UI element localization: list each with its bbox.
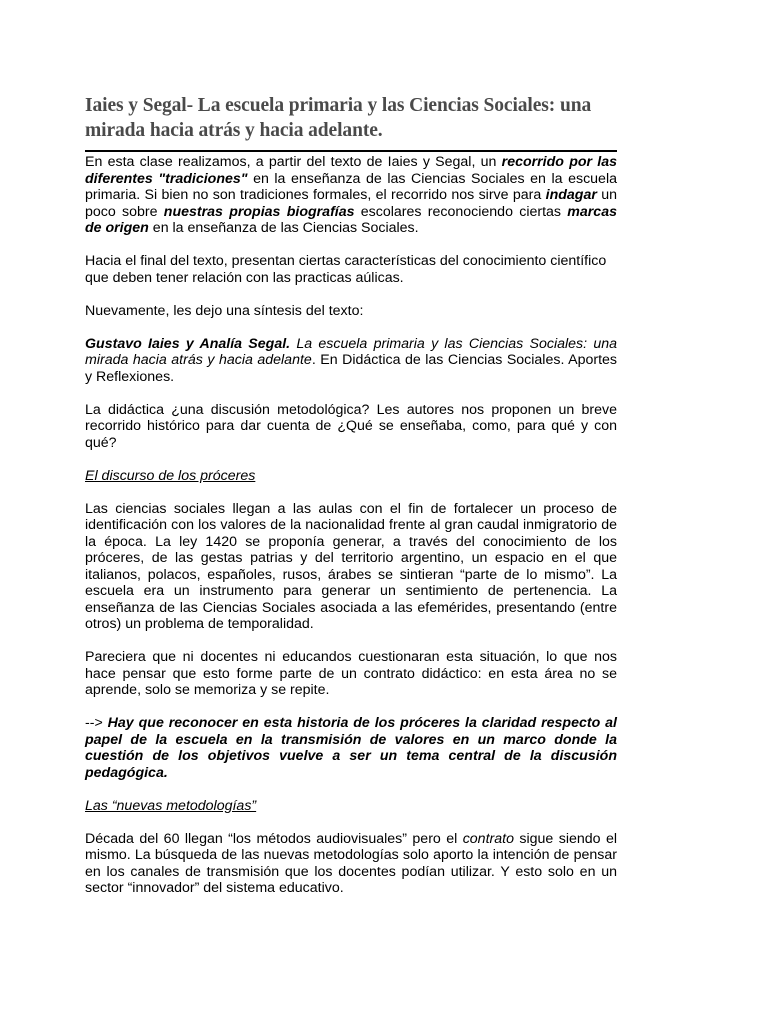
paragraph-ciencias-sociales: Las ciencias sociales llegan a las aulas con el fin de fortalecer un proceso de identificación con los valores de la nacionalidad frente al gran caudal inmigratorio de la época. La ley 1420 se proponía generar, a través del conocimiento de los próceres, de las gestas patrias y del territorio argentino, un espacio en el que italianos, polacos, españoles, rusos, árabes se sintieran “parte de lo mismo”. La escuela era un instrumento para generar un sentimiento de pertenencia. La enseñanza de las Ciencias Sociales asociada a las efemérides, presentando (entre otros) un problema de temporalidad. [85, 500, 617, 632]
intro-text-2: en la enseñanza de las Ciencias Sociales en la escuela primaria. Si bien no son tradiciones formales, el recorrido nos sirve para [85, 170, 617, 203]
intro-emphasis-3: nuestras propias biografías [163, 203, 355, 220]
decada-text-1: Década del 60 llegan “los métodos audiovisuales” pero el [85, 830, 463, 847]
section-heading-metodologias [85, 798, 617, 815]
intro-text-3: un poco sobre [85, 187, 618, 220]
intro-emphasis-2: indagar [545, 187, 597, 203]
paragraph-contrato-didactico: Pareciera que ni docentes ni educandos cuestionaran esta situación, lo que nos hace pensar que esto forme parte de un contrato didáctico: en esta área no se aprende, solo se memoriza y se repite. [85, 649, 617, 698]
arrow-marker: --> [85, 715, 108, 731]
intro-text-5: en la enseñanza de las Ciencias Sociales. [148, 220, 419, 236]
paragraph-synthesis-intro: Nuevamente, les dejo una síntesis del texto: [85, 302, 364, 319]
intro-emphasis-4: marcas de origen [85, 203, 617, 236]
document-title: Iaies y Segal- La escuela primaria y las Ciencias Sociales: una mirada hacia atrás y hacia adelante. [85, 93, 617, 152]
decada-text-2: sigue siendo el mismo. La búsqueda de las nuevas metodologías solo aporto la intención de pensar en los canales de transmisión que los docentes podían utilizar. Y esto solo en un sector “innovador” del sistema educativo. [85, 830, 618, 896]
reference-work-title: La escuela primaria y las Ciencias Sociales: una mirada hacia atrás y hacia adelante [85, 335, 617, 368]
reference-paragraph [85, 336, 617, 386]
paragraph-decada-60 [85, 831, 617, 897]
reference-authors: Gustavo Iaies y Analía Segal. [85, 335, 291, 352]
decada-emphasis: contrato [462, 830, 514, 847]
section-heading-metodologias-text: Las “nuevas metodologías” [85, 797, 257, 814]
intro-text-4: escolares reconociendo ciertas [354, 203, 568, 220]
intro-text-1: En esta clase realizamos, a partir del texto de Iaies y Segal, un [85, 154, 502, 170]
paragraph-key-point [85, 715, 617, 781]
intro-paragraph [85, 154, 617, 237]
section-heading-proceres-text: El discurso de los próceres [85, 467, 256, 484]
key-point-emphasis: Hay que reconocer en esta historia de los próceres la claridad respecto al papel de la escuela en la transmisión de valores en un marco donde la cuestión de los objetivos vuelve a ser un tema central de la discusión pedagógica. [85, 715, 617, 781]
paragraph-didactica: La didáctica ¿una discusión metodológica? Les autores nos proponen un breve recorrido histórico para dar cuenta de ¿Qué se enseñaba, como, para qué y con qué? [85, 401, 617, 451]
reference-source: . En Didáctica de las Ciencias Sociales. Aportes y Reflexiones. [85, 352, 618, 385]
document-page [85, 93, 617, 913]
section-heading-proceres [85, 468, 617, 485]
intro-emphasis-1: recorrido por las diferentes "tradiciones" [85, 154, 618, 187]
document-body [85, 154, 617, 897]
paragraph-final-text: Hacia el final del texto, presentan ciertas características del conocimiento científico que deben tener relación con las practicas aúlicas. [85, 253, 607, 286]
